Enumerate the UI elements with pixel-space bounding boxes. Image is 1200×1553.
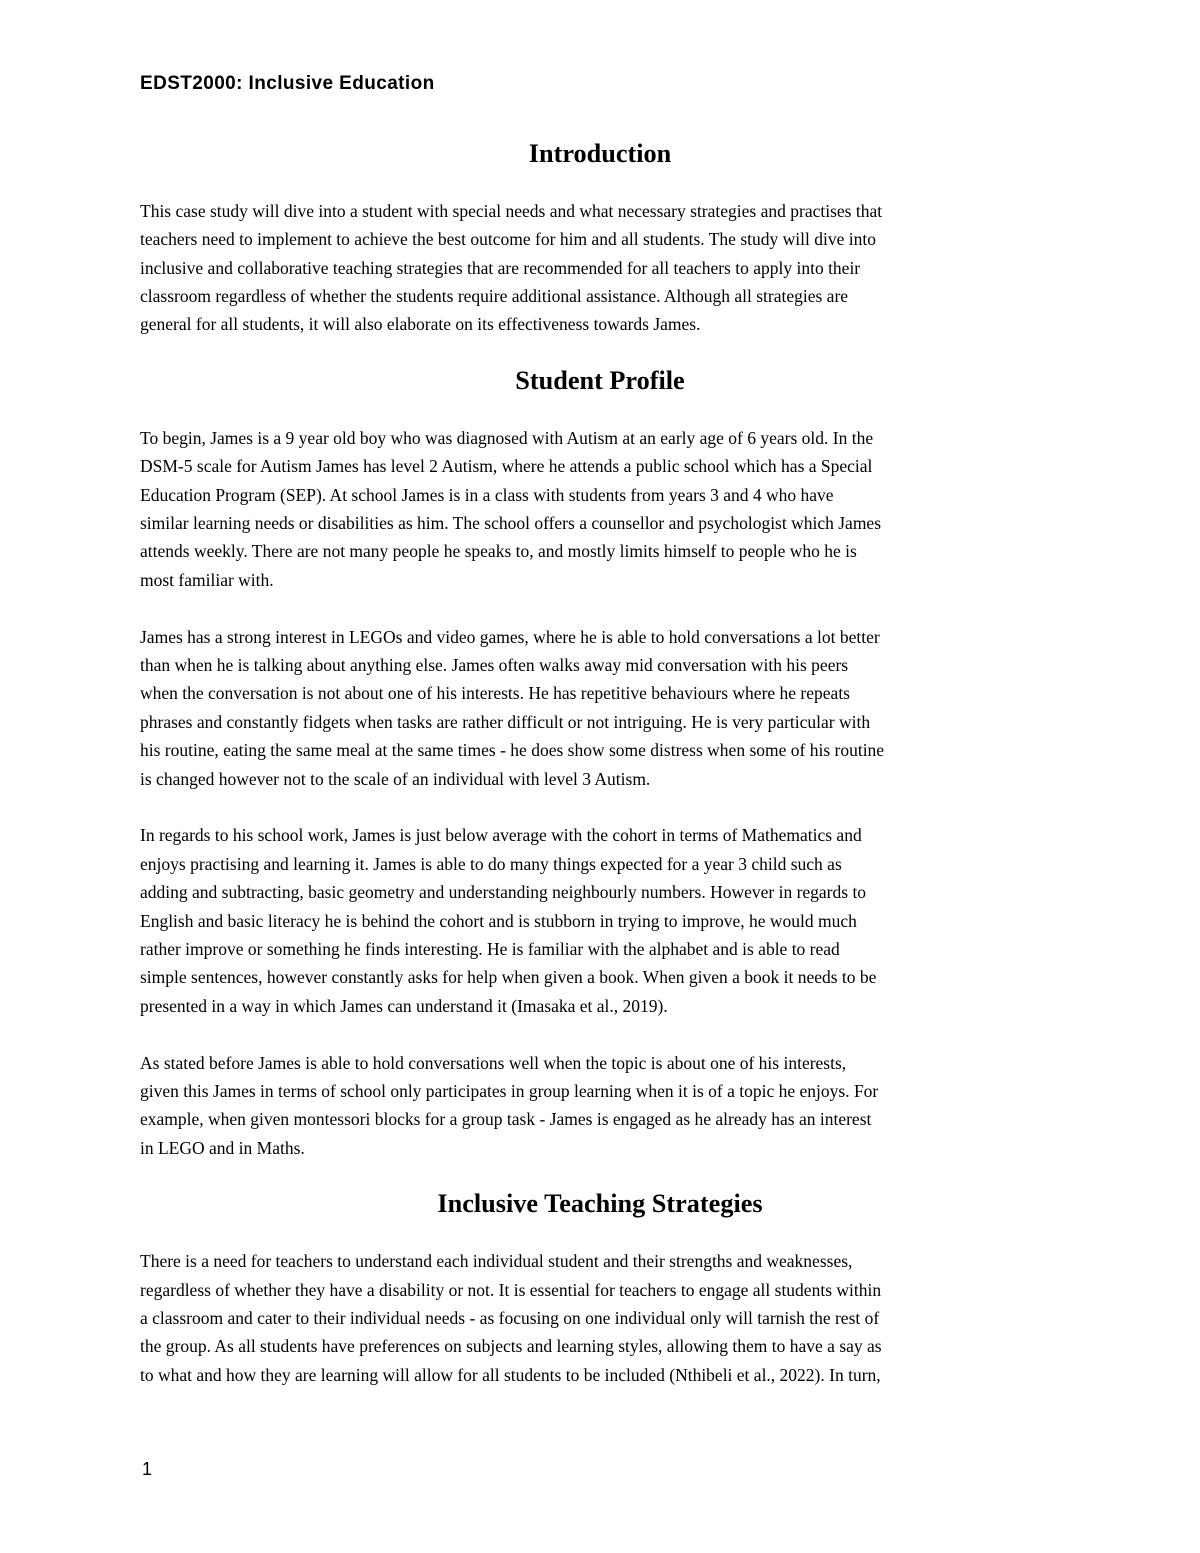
paragraph-profile-schoolwork bbox=[140, 821, 1060, 1020]
paragraph-teaching-strategies bbox=[140, 1247, 1060, 1389]
text-line: rather improve or something he finds interesting. He is familiar with the alphabet and is able to read bbox=[140, 938, 840, 959]
spacer bbox=[140, 793, 1060, 821]
text-line: the group. As all students have preferences on subjects and learning styles, allowing them to have a say as bbox=[140, 1336, 882, 1357]
document-body bbox=[140, 140, 1060, 1389]
text-line: teachers need to implement to achieve the best outcome for him and all students. The study will dive into bbox=[140, 229, 876, 250]
text-line: In regards to his school work, James is just below average with the cohort in terms of Mathematics and bbox=[140, 825, 862, 846]
text-line: his routine, eating the same meal at the same times - he does show some distress when some of his routine bbox=[140, 740, 885, 761]
text-line: adding and subtracting, basic geometry and understanding neighbourly numbers. However in regards to bbox=[140, 882, 867, 903]
text-line: general for all students, it will also elaborate on its effectiveness towards James. bbox=[140, 314, 701, 335]
paragraph-profile-interests bbox=[140, 623, 1060, 793]
text-line: example, when given montessori blocks for a group task - James is engaged as he already has an interest bbox=[140, 1109, 872, 1130]
text-line: given this James in terms of school only participates in group learning when it is of a topic he enjoys. For bbox=[140, 1080, 879, 1101]
paragraph-introduction bbox=[140, 197, 1060, 339]
text-line: a classroom and cater to their individual needs - as focusing on one individual only will tarnish the rest of bbox=[140, 1308, 880, 1329]
page-number: 1 bbox=[142, 1459, 153, 1479]
text-line: is changed however not to the scale of an individual with level 3 Autism. bbox=[140, 768, 651, 789]
spacer bbox=[140, 1020, 1060, 1048]
text-line: classroom regardless of whether the students require additional assistance. Although all strategies are bbox=[140, 285, 849, 306]
text-line: similar learning needs or disabilities as him. The school offers a counsellor and psychologist which James bbox=[140, 513, 882, 534]
text-line: English and basic literacy he is behind the cohort and is stubborn in trying to improve, he would much bbox=[140, 910, 857, 931]
spacer bbox=[140, 168, 1060, 196]
text-line: enjoys practising and learning it. James is able to do many things expected for a year 3 child such as bbox=[140, 853, 842, 874]
spacer bbox=[140, 1219, 1060, 1247]
text-line: This case study will dive into a student with special needs and what necessary strategies and practises that bbox=[140, 200, 883, 221]
text-line: James has a strong interest in LEGOs and video games, where he is able to hold conversations a lot better bbox=[140, 626, 880, 647]
text-line: DSM-5 scale for Autism James has level 2 Autism, where he attends a public school which has a Special bbox=[140, 456, 873, 477]
text-line: phrases and constantly fidgets when tasks are rather difficult or not intriguing. He is very particular with bbox=[140, 711, 871, 732]
section-heading-introduction: Introduction bbox=[528, 139, 672, 168]
text-line: simple sentences, however constantly asks for help when given a book. When given a book it needs to be bbox=[140, 967, 877, 988]
section-heading-student-profile: Student Profile bbox=[515, 366, 685, 396]
section-heading-inclusive-teaching-strategies: Inclusive Teaching Strategies bbox=[437, 1189, 763, 1219]
text-line: than when he is talking about anything else. James often walks away mid conversation with his peers bbox=[140, 655, 849, 676]
text-line: regardless of whether they have a disability or not. It is essential for teachers to engage all students within bbox=[140, 1279, 882, 1300]
text-line: inclusive and collaborative teaching strategies that are recommended for all teachers to apply into their bbox=[140, 257, 861, 278]
text-line: to what and how they are learning will allow for all students to be included (Nthibeli et al., 2022). In turn, bbox=[140, 1364, 881, 1385]
paragraph-profile-group-learning bbox=[140, 1049, 1060, 1163]
text-line: most familiar with. bbox=[140, 569, 274, 590]
spacer bbox=[140, 1162, 1060, 1190]
text-line: As stated before James is able to hold conversations well when the topic is about one of his interests, bbox=[140, 1052, 847, 1073]
text-line: when the conversation is not about one of his interests. He has repetitive behaviours where he repeats bbox=[140, 683, 850, 704]
spacer bbox=[140, 594, 1060, 622]
text-line: presented in a way in which James can understand it (Imasaka et al., 2019). bbox=[140, 995, 668, 1016]
spacer bbox=[140, 339, 1060, 367]
text-line: To begin, James is a 9 year old boy who was diagnosed with Autism at an early age of 6 years old. In the bbox=[140, 427, 874, 448]
text-line: in LEGO and in Maths. bbox=[140, 1137, 305, 1158]
course-title: EDST2000: Inclusive Education bbox=[140, 73, 435, 94]
text-line: There is a need for teachers to understand each individual student and their strengths and weaknesses, bbox=[140, 1251, 853, 1272]
text-line: attends weekly. There are not many people he speaks to, and mostly limits himself to people who he is bbox=[140, 541, 857, 562]
text-line: Education Program (SEP). At school James is in a class with students from years 3 and 4 who have bbox=[140, 484, 834, 505]
spacer bbox=[140, 396, 1060, 424]
paragraph-profile-overview bbox=[140, 424, 1060, 594]
